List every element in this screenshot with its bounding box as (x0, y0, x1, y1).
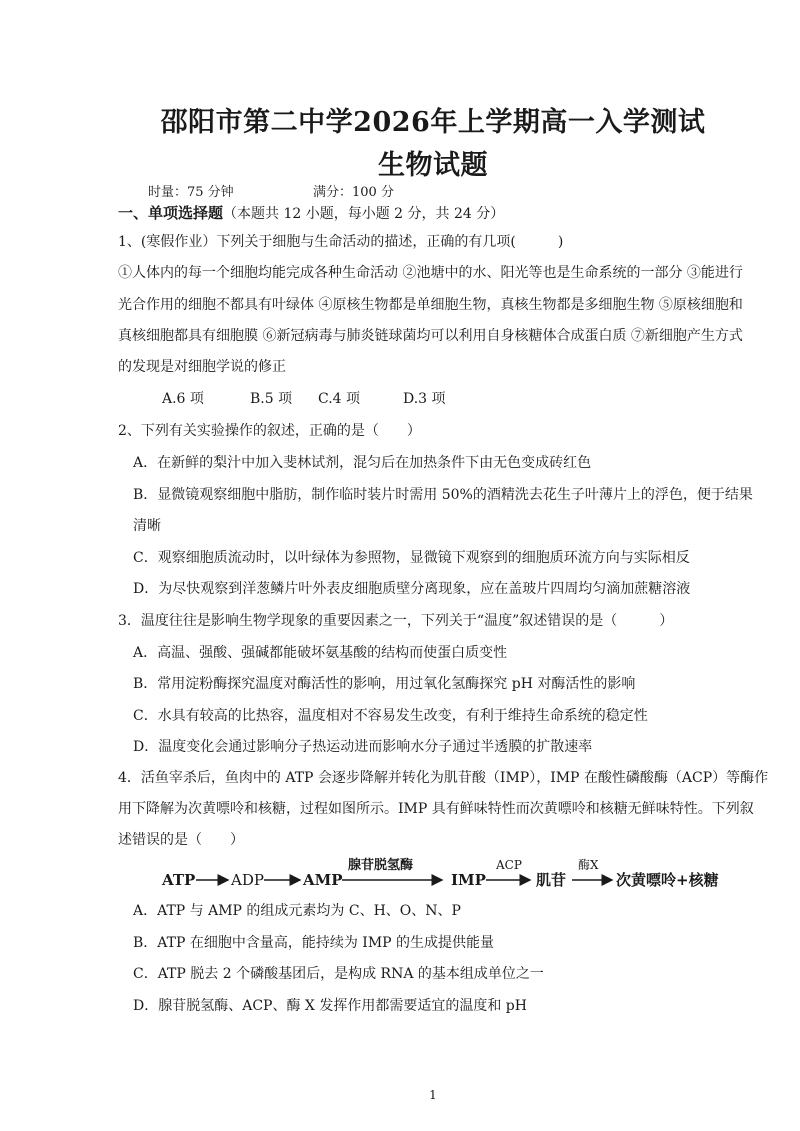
q2-stem: 2、下列有关实验操作的叙述，正确的是（ ） (118, 423, 421, 439)
q4-option-d: D．腺苷脱氢酶、ACP、酶 X 发挥作用都需要适宜的温度和 pH (133, 998, 527, 1014)
section-heading (118, 204, 504, 223)
q3-option-b: B．常用淀粉酶探究温度对酶活性的影响，用过氧化氢酶探究 pH 对酶活性的影响 (133, 676, 636, 692)
flow-amp: AMP (303, 871, 343, 889)
q1-option-c: C.4 项 (318, 391, 361, 407)
flow-enzyme-1: 腺苷脱氢酶 (348, 858, 414, 873)
q1-option-d: D.3 项 (403, 391, 446, 407)
q1-option-b: B.5 项 (250, 391, 293, 407)
flow-imp: IMP (451, 871, 486, 889)
flow-enzyme-2: ACP (496, 858, 522, 872)
q3-option-c: C．水具有较高的比热容，温度相对不容易发生改变，有利于维持生命系统的稳定性 (133, 708, 648, 724)
q2-option-b-line1: B．显微镜观察细胞中脂肪，制作临时装片时需用 50%的酒精洗去花生子叶薄片上的浮色，便于结果 (133, 487, 753, 503)
flow-products: 次黄嘌呤+核糖 (616, 871, 719, 889)
q3-option-d: D．温度变化会通过影响分子热运动进而影响水分子通过半透膜的扩散速率 (133, 739, 593, 755)
q4-stem-line2: 用下降解为次黄嘌呤和核糖，过程如图所示。IMP 具有鲜味特性而次黄嘌呤和核糖无鲜味特性。下列叙 (118, 801, 754, 817)
q4-option-b: B．ATP 在细胞中含量高，能持续为 IMP 的生成提供能量 (133, 935, 495, 951)
q1-line3: 真核细胞都具有细胞膜 ⑥新冠病毒与肺炎链球菌均可以利用自身核糖体合成蛋白质 ⑦新细胞产生方式 (118, 328, 743, 344)
q4-option-a: A．ATP 与 AMP 的组成元素均为 C、H、O、N、P (133, 903, 461, 919)
q1-line4: 的发现是对细胞学说的修正 (118, 359, 286, 375)
q1-stem: 1、(寒假作业）下列关于细胞与生命活动的描述，正确的有几项( ) (118, 234, 564, 250)
section-note: （本题共 12 小题，每小题 2 分，共 24 分） (223, 206, 505, 222)
exam-subtitle: 生物试题 (378, 150, 488, 181)
q2-option-d: D．为尽快观察到洋葱鳞片叶外表皮细胞质壁分离现象，应在盖玻片四周均匀滴加蔗糖溶液 (133, 581, 691, 597)
q2-option-b-line2: 清晰 (133, 518, 161, 534)
atp-degradation-diagram (160, 855, 740, 895)
page-number: 1 (429, 1088, 437, 1102)
q4-stem-line1: 4．活鱼宰杀后，鱼肉中的 ATP 会逐步降解并转化为肌苷酸（IMP），IMP 在酸性磷酸酶（ACP）等酶作 (118, 770, 769, 786)
flow-inosine: 肌苷 (536, 871, 567, 889)
q3-stem: 3．温度往往是影响生物学现象的重要因素之一，下列关于“温度”叙述错误的是（ ） (118, 613, 674, 629)
exam-title: 邵阳市第二中学2026年上学期高一入学测试 (160, 107, 706, 138)
exam-score: 满分：100 分 (313, 185, 394, 200)
q1-option-a: A.6 项 (162, 391, 204, 407)
section-title: 一、单项选择题 (118, 204, 224, 222)
q2-option-c: C．观察细胞质流动时，以叶绿体为参照物，显微镜下观察到的细胞质环流方向与实际相反 (133, 550, 690, 566)
flow-atp: ATP (162, 871, 196, 889)
q4-stem-line3: 述错误的是（ ） (118, 832, 244, 848)
q1-line2: 光合作用的细胞不都具有叶绿体 ④原核生物都是单细胞生物，真核生物都是多细胞生物 ⑤原核细胞和 (118, 297, 743, 313)
flow-enzyme-3: 酶X (578, 858, 599, 872)
q2-option-a: A．在新鲜的梨汁中加入斐林试剂，混匀后在加热条件下由无色变成砖红色 (133, 455, 592, 471)
q4-option-c: C．ATP 脱去 2 个磷酸基团后，是构成 RNA 的基本组成单位之一 (133, 966, 544, 982)
flow-adp: ADP (231, 871, 264, 889)
exam-time: 时量：75 分钟 (148, 185, 234, 200)
q3-option-a: A．高温、强酸、强碱都能破坏氨基酸的结构而使蛋白质变性 (133, 645, 508, 661)
q1-line1: ①人体内的每一个细胞均能完成各种生命活动 ②池塘中的水、阳光等也是生命系统的一部分 ③能进行 (118, 265, 743, 281)
